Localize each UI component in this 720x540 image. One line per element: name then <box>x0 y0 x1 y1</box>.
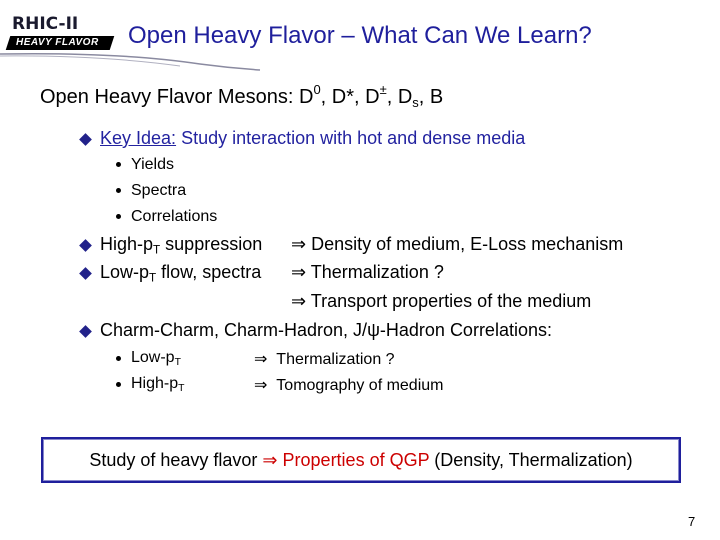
transport-text: Transport properties of the medium <box>310 291 592 311</box>
summary-b: Properties of QGP <box>282 450 430 470</box>
key-idea-line <box>100 128 525 149</box>
subtitle <box>40 82 443 110</box>
low-pt-result-text: Thermalization ? <box>310 262 444 282</box>
bullet-dot-icon <box>116 356 121 361</box>
corr-item-high-pt-result <box>254 375 443 395</box>
transport-line <box>291 291 591 312</box>
key-idea-label: Key Idea: <box>100 128 177 148</box>
subtitle-rest1: , D*, D <box>320 86 380 109</box>
summary-a: Study of heavy flavor <box>89 450 258 470</box>
subtitle-sup: 0 <box>313 82 321 97</box>
logo-top-text: RHIC-II <box>12 14 79 34</box>
implies-arrow-icon: ⇒ <box>291 291 307 311</box>
sub-item-spectra: Spectra <box>131 182 187 199</box>
low-pt-line <box>100 262 261 285</box>
bullet-dot-icon <box>116 188 121 193</box>
subtitle-rest2: , D <box>386 86 413 109</box>
charm-b: -Hadron Correlations: <box>379 320 552 340</box>
low-pt-sub: T <box>149 271 157 285</box>
low-pt-a: Low-p <box>100 262 150 282</box>
high-pt-sub: T <box>153 243 161 257</box>
high-pt-b: suppression <box>160 234 263 254</box>
subtitle-rest3: , B <box>418 86 444 109</box>
charm-line <box>100 320 552 341</box>
implies-arrow-icon: ⇒ <box>262 450 278 470</box>
sub-item-yields: Yields <box>131 156 174 173</box>
corr-high-a: High-p <box>131 375 179 392</box>
logo-bottom-text: HEAVY FLAVOR <box>16 37 99 48</box>
high-pt-line <box>100 234 262 257</box>
low-pt-b: flow, spectra <box>156 262 262 282</box>
summary-box <box>41 437 681 483</box>
corr-item-high-pt <box>131 375 185 394</box>
high-pt-a: High-p <box>100 234 154 254</box>
summary-c: (Density, Thermalization) <box>429 450 633 470</box>
charm-a: Charm-Charm, Charm-Hadron, J/ <box>100 320 368 340</box>
psi-symbol: ψ <box>367 320 380 340</box>
implies-arrow-icon: ⇒ <box>291 234 307 254</box>
implies-arrow-icon: ⇒ <box>254 377 268 394</box>
bullet-dot-icon <box>116 214 121 219</box>
corr-low-a: Low-p <box>131 349 175 366</box>
corr-low-sub: T <box>174 357 181 369</box>
summary-text <box>43 450 679 471</box>
bullet-diamond-icon <box>79 239 92 252</box>
key-idea-text: Study interaction with hot and dense media <box>176 128 526 148</box>
sub-item-correlations: Correlations <box>131 208 218 225</box>
corr-high-sub: T <box>178 383 185 395</box>
title-swoosh <box>0 52 720 72</box>
rhic-ii-logo <box>8 14 112 54</box>
corr-item-low-pt-result <box>254 349 395 369</box>
subtitle-sub: s <box>412 94 419 110</box>
implies-arrow-icon: ⇒ <box>254 351 268 368</box>
corr-high-result: Tomography of medium <box>276 377 444 394</box>
low-pt-result <box>291 262 444 283</box>
bullet-dot-icon <box>116 162 121 167</box>
high-pt-result-text: Density of medium, E-Loss mechanism <box>311 234 624 254</box>
bullet-diamond-icon <box>79 267 92 280</box>
subtitle-text: Open Heavy Flavor Mesons: D <box>40 86 314 109</box>
implies-arrow-icon: ⇒ <box>291 262 307 282</box>
page-number: 7 <box>688 514 696 529</box>
slide-title: Open Heavy Flavor – What Can We Learn? <box>128 22 592 49</box>
bullet-dot-icon <box>116 382 121 387</box>
corr-item-low-pt <box>131 349 181 368</box>
corr-low-result: Thermalization ? <box>276 351 395 368</box>
bullet-diamond-icon <box>79 133 92 146</box>
high-pt-result <box>291 234 623 255</box>
subtitle-pm: ± <box>379 82 387 97</box>
bullet-diamond-icon <box>79 325 92 338</box>
